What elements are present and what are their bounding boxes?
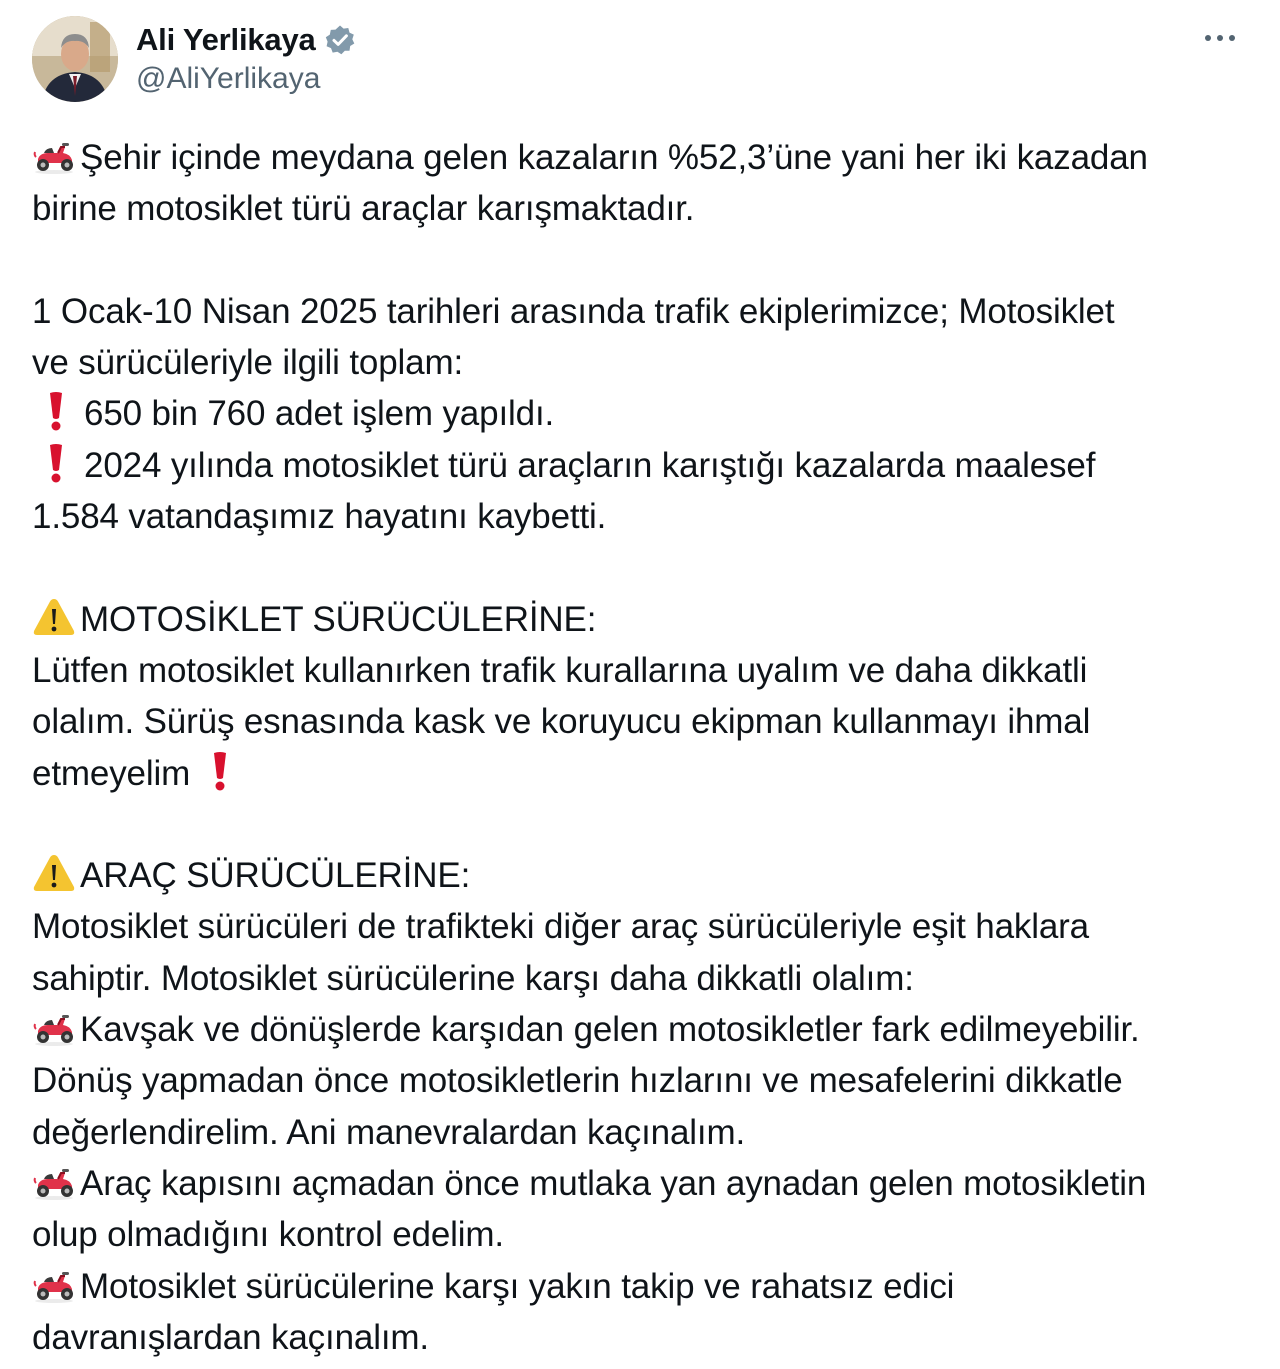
text-span: 1.584 vatandaşımız hayatını kaybetti. [32,497,607,537]
text-span: Kavşak ve dönüşlerde karşıdan gelen motosikletler fark edilmeyebilir. [80,1010,1140,1050]
text-line [32,183,1248,234]
text-line [32,1055,1248,1106]
text-span: 1 Ocak-10 Nisan 2025 tarihleri arasında trafik ekiplerimizce; Motosiklet [32,291,1115,331]
text-span: davranışlardan kaçınalım. [32,1317,430,1357]
text-line [32,901,1248,952]
section-heading: ARAÇ SÜRÜCÜLERİNE: [80,856,471,896]
scooter-icon [32,1007,76,1047]
text-span: Araç kapısını açmadan önce mutlaka yan aynadan gelen motosikletin [80,1163,1147,1203]
text-line [32,1107,1248,1158]
text-line [32,440,1248,491]
exclamation-icon [38,443,74,483]
text-span: değerlendirelim. Ani manevralardan kaçınalım. [32,1112,746,1152]
text-line [32,1004,1248,1055]
text-line [32,850,1248,901]
text-line [32,645,1248,696]
text-span: birine motosiklet türü araçlar karışmaktadır. [32,189,695,229]
text-line [32,696,1248,747]
text-line [32,388,1248,439]
text-span: etmeyelim [32,753,191,793]
text-line [32,1312,1248,1363]
verified-badge-icon [324,24,356,56]
author-name[interactable]: Ali Yerlikaya [136,22,316,57]
scooter-icon [32,1264,76,1304]
text-span: Lütfen motosiklet kullanırken trafik kurallarına uyalım ve daha dikkatli [32,650,1088,690]
text-span: Motosiklet sürücülerine karşı yakın takip ve rahatsız edici [80,1266,955,1306]
text-span: Şehir içinde meydana gelen kazaların %52,3’üne yani her iki kazadan [80,138,1148,177]
text-span: Motosiklet sürücüleri de trafikteki diğer araç sürücüleriyle eşit haklara [32,907,1089,947]
text-span: 650 bin 760 adet işlem yapıldı. [84,394,555,434]
text-span: 2024 yılında motosiklet türü araçların karıştığı kazalarda maalesef [84,445,1096,485]
tweet-header [32,16,1248,106]
scooter-icon [32,135,76,175]
text-span: Dönüş yapmadan önce motosikletlerin hızlarını ve mesafelerini dikkatle [32,1061,1123,1101]
text-line [32,491,1248,542]
tweet-text [32,132,1248,1363]
text-span: olup olmadığını kontrol edelim. [32,1215,505,1255]
text-line [32,337,1248,388]
warning-icon [32,597,76,637]
text-line [32,748,1248,799]
text-line [32,594,1248,645]
paragraph-gap [32,799,1248,850]
text-line [32,1158,1248,1209]
exclamation-icon [38,391,74,431]
section-heading: MOTOSİKLET SÜRÜCÜLERİNE: [80,599,597,639]
paragraph-gap [32,542,1248,593]
more-horizontal-icon[interactable] [1200,28,1240,48]
scooter-icon [32,1161,76,1201]
text-line [32,953,1248,1004]
paragraph-gap [32,235,1248,286]
text-span: sahiptir. Motosiklet sürücülerine karşı daha dikkatli olalım: [32,958,914,998]
warning-icon [32,853,76,893]
text-line [32,1209,1248,1260]
text-span: olalım. Sürüş esnasında kask ve koruyucu ekipman kullanmayı ihmal [32,702,1091,742]
author-block [136,20,356,96]
exclamation-icon [202,751,238,791]
author-handle[interactable]: @AliYerlikaya [136,62,321,95]
text-line [32,286,1248,337]
text-span: ve sürücüleriyle ilgili toplam: [32,343,464,383]
text-line [32,1261,1248,1312]
text-line [32,132,1248,183]
avatar[interactable] [32,16,118,102]
